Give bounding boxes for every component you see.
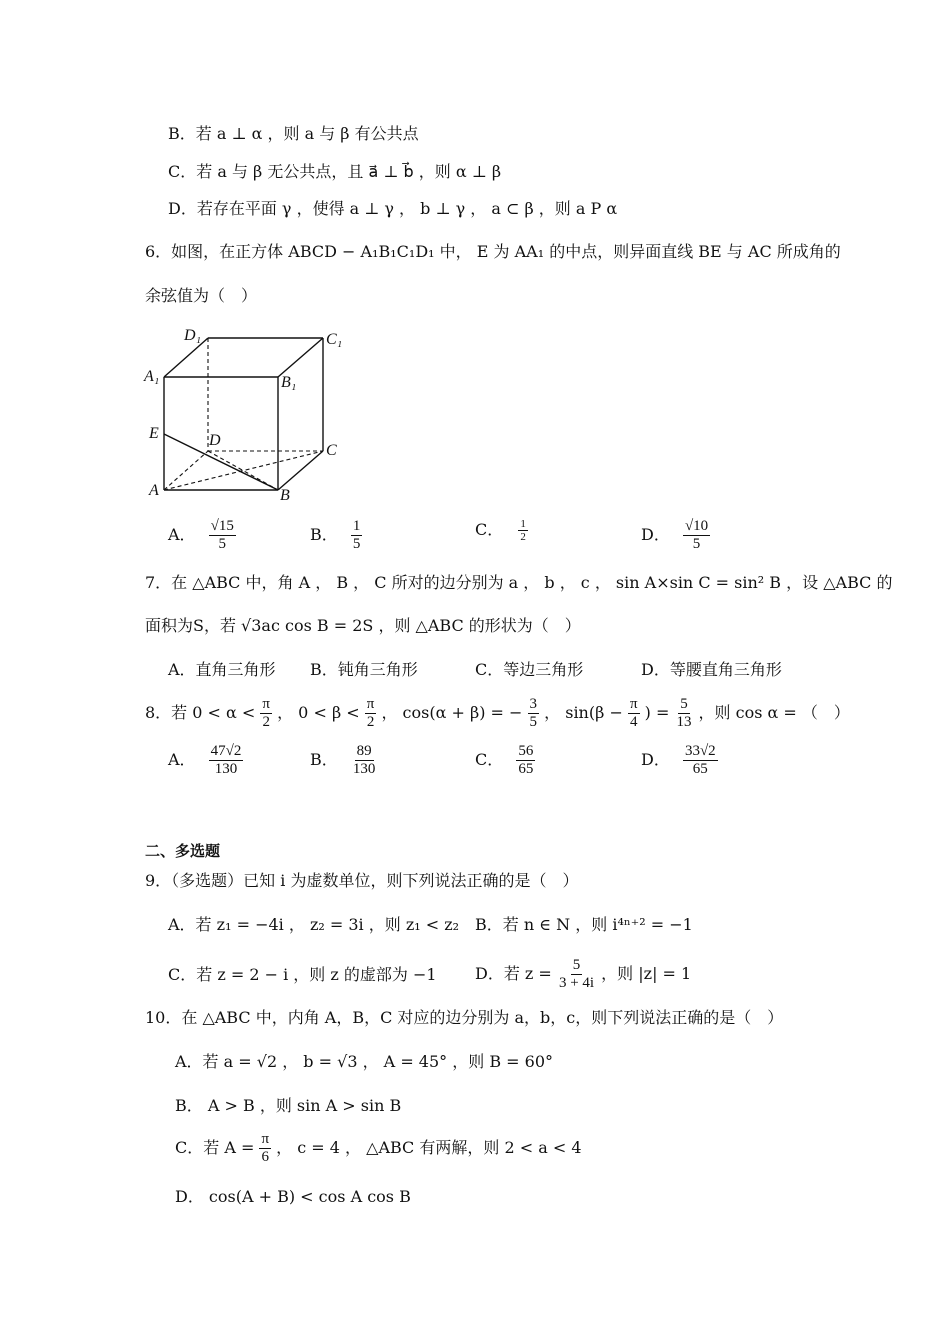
q9-stem: 9．（多选题）已知 i 为虚数单位，则下列说法正确的是（ ） (145, 871, 579, 890)
q7-stem-line2: 面积为S，若 √3ac cos B = 2S ，则 △ABC 的形状为（ ） (145, 616, 581, 635)
label-d1: D₁ (184, 327, 202, 344)
q10-option-c: C．若 A = $\frac{\pi}{6}$ ， c = 4 ， △ABC 有两解，则 2 < a < 4 (175, 1131, 582, 1165)
label-a: A (149, 482, 159, 499)
label-a1: A₁ (144, 368, 160, 385)
q7-stem-line1: 7．在 △ABC 中，角 A ， B ， C 所对的边分别为 a ， b ， c ， sin A×sin C = sin² B ，设 △ABC 的 (145, 573, 893, 592)
label-b1: B₁ (281, 374, 297, 391)
q7-option-d: D．等腰直角三角形 (641, 660, 782, 679)
q6-option-a: A． $\frac{√15}{5}$ (168, 518, 234, 552)
q8-option-c: C． $\frac{56}{65}$ (475, 743, 534, 777)
q6-stem-line2: 余弦值为（ ） (145, 286, 258, 305)
edge-b1-c1 (278, 338, 323, 377)
label-d: D (209, 432, 221, 449)
q6-option-b: B． $\frac{1}{5}$ (310, 518, 361, 552)
q9-option-c: C．若 z = 2 − i ，则 z 的虚部为 −1 (168, 965, 437, 984)
q7-option-c: C．等边三角形 (475, 660, 584, 679)
label-b: B (280, 487, 290, 504)
q8-option-b: B． $\frac{89}{130}$ (310, 743, 376, 777)
q5-option-c: C．若 a 与 β 无公共点，且 a⃗ ⊥ b⃗ ，则 α ⊥ β (168, 162, 502, 181)
segment-be (164, 434, 278, 490)
label-e: E (149, 425, 159, 442)
q10-option-b: B． A > B ，则 sin A > sin B (175, 1096, 402, 1115)
q9-option-d: D．若 z = $\frac{5}{3 + 4i}$ ，则 |z| = 1 (475, 957, 692, 991)
q6-option-d: D． $\frac{√10}{5}$ (641, 518, 709, 552)
label-c1: C₁ (326, 331, 343, 348)
q7-option-b: B．钝角三角形 (310, 660, 418, 679)
section-heading-multiple-choice: 二、多选题 (145, 842, 221, 860)
q8-option-d: D． $\frac{33√2}{65}$ (641, 743, 716, 777)
q5-option-b: B．若 a ⊥ α ，则 a 与 β 有公共点 (168, 124, 419, 143)
cube-figure (140, 318, 360, 508)
q9-option-a: A．若 z₁ = −4i ， z₂ = 3i ，则 z₁ < z₂ (168, 915, 460, 934)
q5-option-d: D．若存在平面 γ ，使得 a ⊥ γ ， b ⊥ γ ， a ⊂ β ，则 a P α (168, 199, 618, 218)
q10-option-a: A．若 a = √2 ， b = √3 ， A = 45° ，则 B = 60° (175, 1052, 554, 1071)
q6-option-c: C． $\frac{1}{2}$ (475, 518, 526, 543)
q10-option-d: D． cos(A + B) < cos A cos B (175, 1187, 411, 1206)
label-c: C (326, 442, 337, 459)
q8-stem: 8．若 0 < α < $\frac{\pi}{2}$ ， 0 < β < $\frac{\pi}{2}$ ， cos(α + β) = − $\frac{3}{5}$ ， sin(β − $\frac{\pi}{4}$ ) = $\frac{5}{13}$ ，则 cos α = （ ） (145, 696, 850, 730)
q10-stem: 10．在 △ABC 中，内角 A，B，C 对应的边分别为 a，b，c，则下列说法正确的是（ ） (145, 1008, 784, 1027)
q7-option-a: A．直角三角形 (168, 660, 276, 679)
q8-option-a: A． $\frac{47√2}{130}$ (168, 743, 242, 777)
q6-stem-line1: 6．如图，在正方体 ABCD − A₁B₁C₁D₁ 中， E 为 AA₁ 的中点，则异面直线 BE 与 AC 所成角的 (145, 242, 841, 261)
q9-option-b: B．若 n ∈ N ，则 i⁴ⁿ⁺² = −1 (475, 915, 693, 934)
hidden-diagonal-ac (164, 451, 323, 490)
